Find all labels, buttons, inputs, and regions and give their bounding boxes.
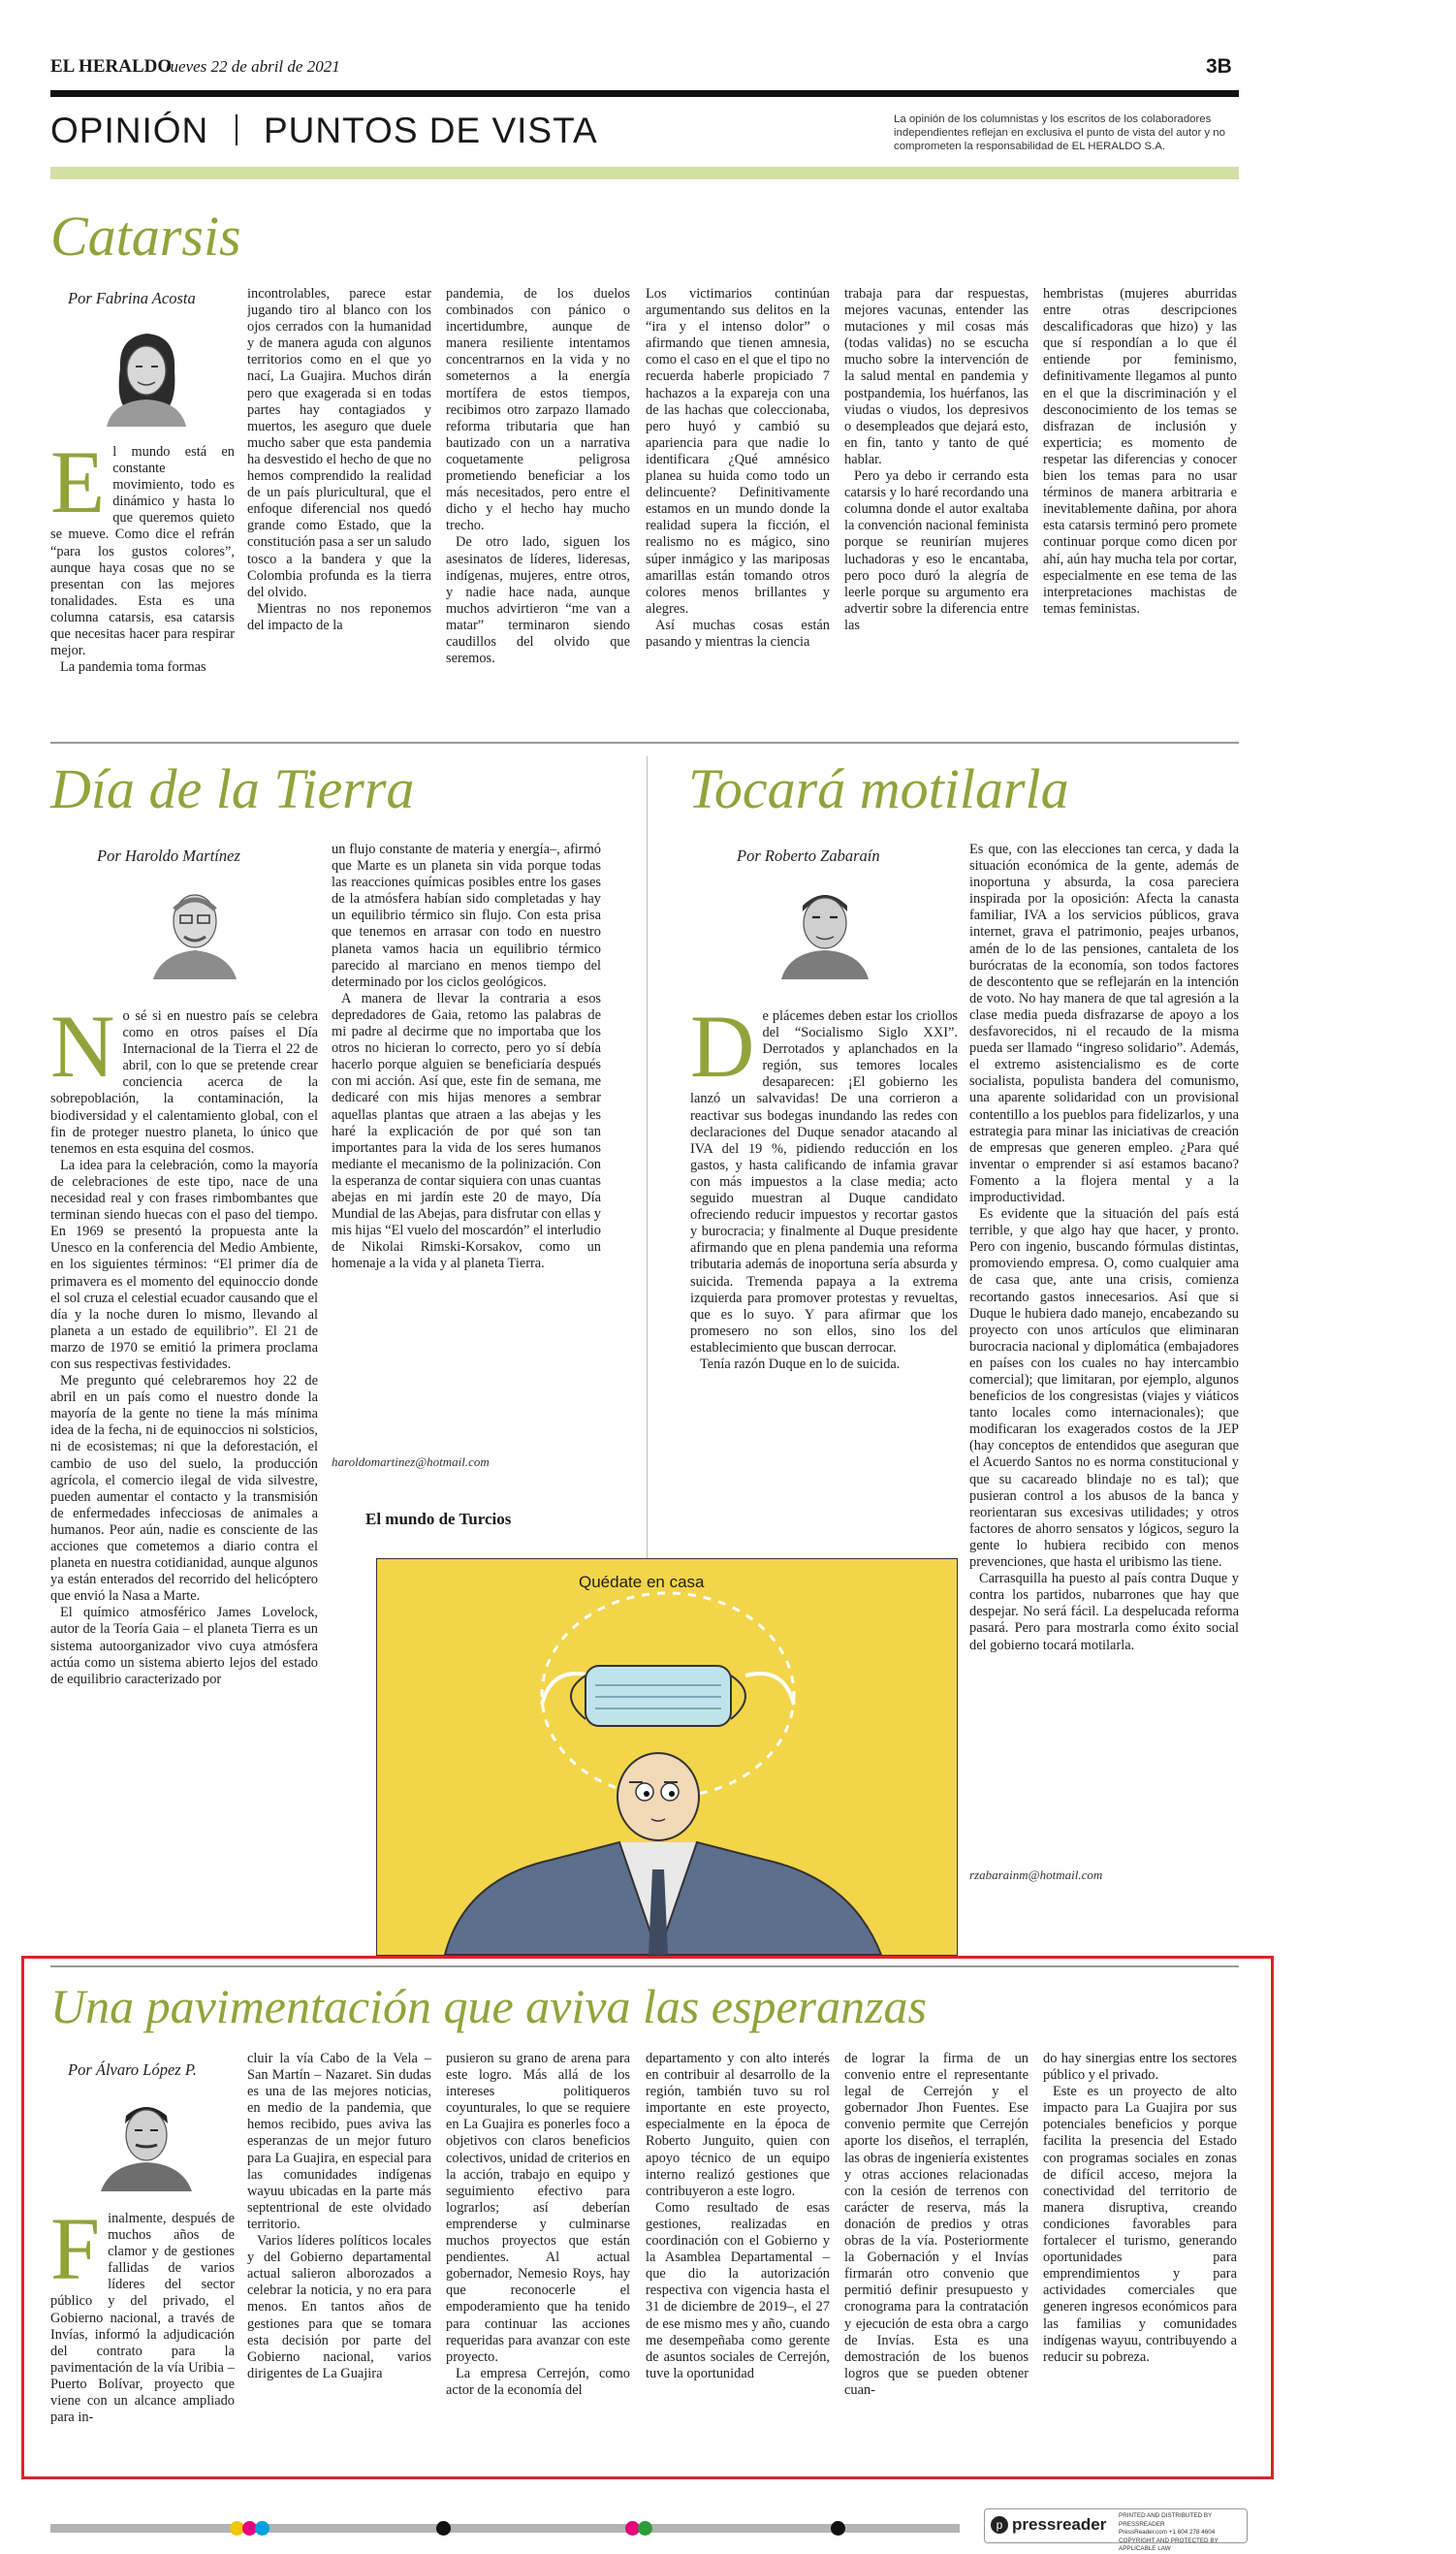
catarsis-column-3	[446, 286, 630, 713]
cartoon-caption: Quédate en casa	[579, 1573, 705, 1591]
paragraph: Como resultado de esas gestiones, realizadas en coordinación con el Gobierno y la Asamblea Departamental –que dio la autorización respectiva con vigencia hasta el 31 de diciembre de 2019–, el 27 de ese mismo mes y año, cuando me desempeñaba como gerente de asuntos sociales de Cerrejón, tuve la oportunidad	[646, 2199, 830, 2381]
catarsis-column-5	[844, 286, 1029, 713]
pressreader-badge[interactable]	[984, 2508, 1248, 2552]
paragraph: e plácemes deben estar los criollos del “Socialismo Siglo XXI”. Derrotados y aplanchados en la región, sus temores locales desaparecen: ¡El gobierno les lanzó un salvavidas! De una corrieron a reactivar sus bodegas inundando las redes con declaraciones del Duque senador atacando al IVA del 19 %, pidiendo reducción en los gastos, y hasta calificando de infamia gravar con más impuestos a la clase media; acto seguido muestran al Duque candidato ofreciendo reducir impuestos y recortar gastos y burocracia; y finalmente al Duque presidente afirmando que en plena pandemia una reforma tributaria además de inoportuna sería absurda y suicida. Tremenda papaya a la extrema izquierda para promover protestas y revueltas, que es lo suyo. Y para afirmar que los promesero no son ellos, sino los del establecimiento que buscan derrocar.	[690, 1008, 958, 1356]
paragraph: Varios líderes políticos locales y del Gobierno departamental actual salieron alborozados a celebrar la noticia, y no era para menos. En tantos años de gestiones para que se tomara esta decisión por parte del Gobierno nacional, varios dirigentes de La Guajira	[247, 2233, 431, 2381]
section-green-bar	[50, 167, 1239, 179]
paragraph: De otro lado, siguen los asesinatos de líderes, lideresas, indígenas, mujeres, entre otros, y nadie hace nada, aunque muchos advirtieron “me van a matar” terminaron siendo caudillos del olvido que seremos.	[446, 534, 630, 667]
paragraph: un flujo constante de materia y energía–, afirmó que Marte es un planeta sin vida porque todas las reacciones químicas posibles entre los gases de la atmósfera habían sido completadas y hay un equilibrio térmico sin flujo. Con esta prisa que tenemos en arrasar con todo en nuestro planeta vamos hacia un equilibrio térmico parecido al marciano en menos tiempo del determinado por los ciclos geológicos.	[332, 842, 601, 990]
tocara-column-2	[969, 842, 1239, 1865]
dropcap-tocara: D	[690, 1008, 755, 1096]
dropcap-catarsis: E	[50, 444, 106, 531]
catarsis-column-1	[50, 444, 235, 712]
catarsis-column-2	[247, 286, 431, 713]
headline-tocara: Tocará motilarla	[688, 757, 1069, 820]
catarsis-column-6	[1043, 286, 1237, 713]
pressreader-brand: pressreader	[1012, 2515, 1107, 2534]
paragraph: Carrasquilla ha puesto al país contra Duque y contra los partidos, nubarrones que hay que despejar. No será fácil. La despelucada reforma pasará. Pero para mostrarla como éxito social del gobierno tocará motilarla.	[969, 1571, 1239, 1653]
paragraph: Me pregunto qué celebraremos hoy 22 de abril en un país como el nuestro donde la mayoría de la gente no tiene la más mínima idea de la fecha, ni de equinoccios ni solsticios, ni de ecosistemas; ni que la deforestación, el cambio de uso del suelo, la producción agrícola, el comercio ilegal de vida silvestre, pueden aumentar el contacto y la transmisión de enfermedades infecciosas de animales a humanos. Peor aún, nadie es consciente de las acciones que cometemos a diario contra el planeta en nuestra cotidianidad, aunque algunos ya están enterados del recorrido del helicóptero que envió la Nasa a Marte.	[50, 1373, 318, 1605]
paragraph: La empresa Cerrejón, como actor de la economía del	[446, 2365, 630, 2398]
author-portrait-haroldo	[142, 873, 248, 979]
pavimentacion-column-6	[1043, 2051, 1237, 2468]
paragraph: incontrolables, parece estar jugando tiro al blanco con los ojos cerrados con la humanidad y de manera aguda con algunos territorios como en el que yo nací, La Guajira. Muchos dirán pero que exagerada si en todas partes hay contagiados y muertos, les aseguro que duele mucho saber que esta pandemia ha desvestido el hecho de que no hemos comprendido la realidad de un país pluricultural, que el enfoque diferencial nos quedó grande como Estado, que la constitución pasa a ser un saludo tosco a la bandera y que la Colombia profunda es la tierra del olvido.	[247, 286, 431, 600]
section-title-puntos: PUNTOS DE VISTA	[264, 111, 598, 150]
section-disclaimer: La opinión de los columnistas y los escritos de los colaboradores independientes reflejan en exclusiva el punto de vista del autor y no comprometen la responsabilidad de EL HERALDO S.A.	[894, 113, 1225, 152]
paragraph: Pero ya debo ir cerrando esta catarsis y lo haré recordando una columna donde el autor exaltaba la convención nacional feminista porque se reunirían mujeres luchadoras y eso le encantaba, pero poco duró la alegría de leerle porque su argumento era advertir sobre la diferencia entre las	[844, 468, 1029, 633]
pressreader-line: PressReader.com +1 604 278 4604	[1119, 2529, 1216, 2536]
cartoon-panel	[376, 1558, 958, 1956]
footer-color-bar	[50, 2524, 960, 2533]
byline-dia-tierra: Por Haroldo Martínez	[97, 846, 240, 865]
registration-mark	[255, 2521, 269, 2536]
paragraph: Es evidente que la situación del país está terrible, y que algo hay que hacer, y pronto. Pero con ingenio, buscando fórmulas distintas, promoviendo empresa. O, como cualquier ama de casa que, ante una crisis, comienza recortando gastos innecesarios. Así que si Duque le hubiera dado manejo, encabezando su proyecto con unos artículos que eliminaran burocracia nacional y diplomática (embajadores en países con los cuales no hay intercambio comercial); que limitaran, por ejemplo, algunos beneficios de los congresistas (viajes y viáticos tanto locales como internacionales); que modificaran los exagerados costos de la JEP (hay conceptos de entendidos que aseguran que el Acuerdo Santos no es norma constitucional y que su cacareado blindaje no es tal); que pusieran control a los abusos de la banca y reorientaran sus excesivas utilidades; y otros factores de ahorro sensatos y lógicos, seguro la gente lo hubiera recibido con menos prevenciones, que hasta el uribismo las tiene.	[969, 1206, 1239, 1571]
headline-catarsis: Catarsis	[50, 205, 241, 268]
paragraph: Así muchas cosas están pasando y mientras la ciencia	[646, 617, 830, 650]
pavimentacion-column-1	[50, 2211, 235, 2465]
cartoon-illustration	[377, 1559, 957, 1955]
paragraph: La pandemia toma formas	[60, 659, 206, 676]
registration-mark	[831, 2521, 845, 2536]
paragraph: pusieron su grano de arena para este logro. Más allá de los intereses politiqueros coyunturales, lo que se requiere en La Guajira es ponerles foco a objetivos con claros beneficios colectivos, unidad de criterios en la acción, trabajo en equipo y seguimiento efectivo para lograrlos; así deberían emprenderse y culminarse muchos proyectos que están pendientes. Al actual gobernador, Nemesio Roys, hay que reconocerle el empoderamiento que ha tenido para continuar las acciones requeridas para avanzar con este proyecto.	[446, 2051, 630, 2365]
paragraph: hembristas (mujeres aburridas entre otras descripciones descalificadoras que hizo) y las que sí respondían a lo que él entiende por feminismo, definitivamente llegamos al punto en el que la discriminación y el desconocimiento de los temas se disfrazan de inclusión y experticia; es momento de respetar las diferencias y conocer bien los temas para no usar términos de manera arbitraria e inevitablemente dañina, por ahora esta catarsis terminó pero promete continuar porque como dicen por ahí, aún hay mucha tela por cortar, especialmente en ese tema de las interpretaciones machistas de temas feministas.	[1043, 286, 1237, 617]
masthead-date: Jueves 22 de abril de 2021	[163, 57, 340, 76]
masthead-rule	[50, 90, 1239, 97]
paragraph: A manera de llevar la contraria a esos depredadores de Gaia, retomo las palabras de mi padre al decirme que no importaba que los otros no hicieran lo correcto, pero yo sí debía hacerlo porque alguien se beneficiaría después con mi acción. Así que, este fin de semana, me dedicaré con mis hijas menores a sembrar aquellas plantas que atraen a las abejas y les haré la explicación de por qué son tan importantes para la vida de los seres humanos mediante el mecanismo de la polinización. Con la esperanza de contar siquiera con unas cuantas abejas en mi jardín este 20 de mayo, Día Mundial de las Abejas, para disfrutar con ellas y mis hijas “El vuelo del moscardón” el interludio de Nikolai Rimski-Korsakov, como un homenaje a la vida y al planeta Tierra.	[332, 990, 601, 1272]
registration-mark	[436, 2521, 451, 2536]
paragraph: departamento y con alto interés en contribuir al desarrollo de la región, también tuvo su rol importante en este proyecto, especialmente en la época de Roberto Junguito, quien con apoyo técnico de un equipo interno realizó gestiones que contribuyeron a este logro.	[646, 2051, 830, 2199]
paragraph: cluir la vía Cabo de la Vela – San Martín – Nazaret. Sin dudas es una de las mejores noticias, en medio de la pandemia, que hemos recibido, pues aviva las esperanzas de un mejor futuro para La Guajira, en especial para las comunidades indígenas wayuu ubicadas en la parte más septentrional de este olvidado territorio.	[247, 2051, 431, 2232]
pavimentacion-column-2	[247, 2051, 431, 2468]
page-number: 3B	[1206, 55, 1232, 78]
tocara-column-1	[690, 1008, 958, 1522]
pressreader-fineprint	[1119, 2512, 1247, 2554]
pavimentacion-column-4	[646, 2051, 830, 2468]
paragraph: Este es un proyecto de alto impacto para La Guajira por sus potenciales beneficios y porque facilita la presencia del Estado con programas sociales en zonas de difícil acceso, mejora la conectividad del territorio de manera disruptiva, creando condiciones favorables para fortalecer el turismo, generando oportunidades para emprendimientos y para actividades comerciales que generen ingresos económicos para las familias y comunidades indígenas wayuu, contribuyendo a reducir su pobreza.	[1043, 2084, 1237, 2365]
paragraph: pandemia, de los duelos combinados con pánico o incertidumbre, aunque de manera resiliente intentamos concentrarnos en la vida y no someternos a la energía mortífera de estos tiempos, recibimos otro zarpazo llamado reforma tributaria que han bautizado con un a narrativa coquetamente peligrosa prometiendo beneficiar a los más necesitados, pero entre el dicho y el hecho hay mucho trecho.	[446, 286, 630, 534]
paragraph: de lograr la firma de un convenio entre el representante legal de Cerrejón y el gobernador Jhon Fuentes. Ese convenio permite que Cerrejón aporte los diseños, el terraplén, las obras de ingeniería existentes y otras acciones relacionadas con la cesión de terrenos con carácter de reserva, más la donación de predios y otras obras de la vía. Posteriormente la Gobernación y el Invías firmarán otro convenio que permitió definir presupuesto y cronograma para la contratación y ejecución de esta obra a cargo de Invías. Esta es una demostración de los buenos logros que se pueden obtener cuan-	[844, 2051, 1029, 2398]
paragraph: Mientras no nos reponemos del impacto de la	[247, 600, 431, 633]
email-roberto[interactable]: rzabarainm@hotmail.com	[969, 1868, 1103, 1882]
dia-tierra-column-2	[332, 842, 601, 1448]
registration-mark	[638, 2521, 652, 2536]
author-portrait-roberto	[772, 873, 878, 979]
paragraph: La idea para la celebración, como la mayoría de celebraciones de este tipo, nace de una necesidad real y con frases rimbombantes que terminan siendo huecas con el paso del tiempo. En 1969 se presentó la propuesta ante la Unesco en la conferencia del Medio Ambiente, en los siguientes términos: “El primer día de primavera es el momento del equinoccio donde el sol cruza el celestial ecuador causando que el día y la noche duren lo mismo, llevando al planeta a un estado de equilibrio”. El 21 de marzo de 1970 se emitió la primera proclama con sus respectivas festividades.	[50, 1157, 318, 1372]
byline-tocara: Por Roberto Zabaraín	[737, 846, 880, 865]
email-haroldo[interactable]: haroldomartinez@hotmail.com	[332, 1454, 490, 1469]
author-portrait-alvaro	[93, 2085, 200, 2191]
cartoon-label: El mundo de Turcios	[365, 1510, 512, 1528]
section-divider	[50, 742, 1239, 744]
paragraph: Los victimarios continúan argumentando sus delitos en la “ira y el intenso dolor” o afirmando que tienen amnesia, como el caso en el que el tipo no recuerda haberle propiciado 7 hachazos a la expareja con una de las hachas que coleccionaba, pero huyó y cambió su apariencia para que nadie lo identificara ¿Qué amnésico planea su huida como todo un delincuente? Definitivamente estamos en un mundo donde la realidad supera la ficción, el realismo no es mágico, sino súper inmágico y las mariposas amarillas están tomando otros colores menos brillantes y alegres.	[646, 286, 830, 617]
byline-pavimentacion: Por Álvaro López P.	[68, 2060, 197, 2079]
headline-pavimentacion: Una pavimentación que aviva las esperanzas	[50, 1979, 928, 2033]
dia-tierra-column-1	[50, 1008, 318, 1949]
byline-catarsis: Por Fabrina Acosta	[68, 289, 196, 307]
section-title-opinion: OPINIÓN	[50, 111, 209, 150]
section-divider	[50, 1965, 1239, 1967]
pavimentacion-column-3	[446, 2051, 630, 2468]
paragraph: El químico atmosférico James Lovelock, autor de la Teoría Gaia – el planeta Tierra es un sistema autoorganizador vivo cuya atmósfera actúa como un sistema abierto lejos del estado de equilibrio caracterizado por	[50, 1605, 318, 1687]
section-separator	[236, 114, 237, 145]
author-portrait-fabrina	[93, 320, 200, 427]
paragraph: Es que, con las elecciones tan cerca, y dada la situación económica de la gente, además de inoportuna y absurda, la cosa pareciera inspirada por la oposición: Afecta la canasta familiar, IVA a los servicios públicos, grava internet, grava el patrimonio, peajes urbanos, amén de lo de las pensiones, cantaleta de los burócratas de la economía, son todos factores de descontento que se reflejarán en la intención de voto. No hay manera de que tal agresión a la clase media pueda disfrazarse de apoyo a los desfavorecidos, ni el recaudo de la misma pueda ser llamado “ingreso solidario”. Además, el extremo asistencialismo es de corte socialista, populista bandera del comunismo, una aparente solidaridad con un provisional contentillo a los pueblos para fidelizarlos, y una estrategia para minar las iniciativas de creación de empresas que generen empleo. ¿Para qué inventar o emprender si así estamos bacano? Fomento a la flojera mental y a la improductividad.	[969, 842, 1239, 1205]
catarsis-column-4	[646, 286, 830, 713]
paragraph: do hay sinergias entre los sectores público y el privado.	[1043, 2051, 1237, 2084]
pavimentacion-column-5	[844, 2051, 1029, 2468]
paragraph: l mundo está en constante movimiento, todo es dinámico y hasta lo que queremos quieto se mueve. Como dice el refrán “para los gustos colores”, aunque haya cosas que no se presentan con las mejores tonalidades. Esta es una columna catarsis, esa catarsis que necesitas hacer para respirar mejor.	[50, 444, 235, 659]
dropcap-dia-tierra: N	[50, 1008, 115, 1096]
paragraph: o sé si en nuestro país se celebra como en otros países el Día Internacional de la Tierra el 22 de abril, con lo que se pretende crear conciencia acerca de la sobrepoblación, la contaminación, la biodiversidad y el calentamiento global, con el fin de proteger nuestro planeta, lo único que tenemos en esta esquina del cosmos.	[50, 1008, 318, 1157]
pressreader-line: COPYRIGHT AND PROTECTED BY APPLICABLE LAW	[1119, 2537, 1219, 2552]
masthead-paper-name: EL HERALDO	[50, 56, 173, 77]
dropcap-pavimentacion: F	[50, 2211, 101, 2298]
headline-dia-tierra: Día de la Tierra	[50, 757, 415, 820]
paragraph: inalmente, después de muchos años de clamor y de gestiones fallidas de varios líderes del sector público y del privado, el Gobierno nacional, a través de Invías, informó la adjudicación del contrato para la pavimentación de la vía Uribia – Puerto Bolívar, proyecto que viene con un alcance ampliado para in-	[50, 2211, 235, 2426]
pressreader-line: PRINTED AND DISTRIBUTED BY PRESSREADER	[1119, 2512, 1213, 2528]
paragraph: trabaja para dar respuestas, mejores vacunas, entender las mutaciones y mil cosas más (todas validas) no se escucha mucho sobre la intervención de la salud mental en pandemia y postpandemia, los huérfanos, las viudas o viudos, los depresivos o desempleados que dejará esto, en fin, tanto y tanto de qué hablar.	[844, 286, 1029, 467]
paragraph: Tenía razón Duque en lo de suicida.	[700, 1356, 901, 1372]
pressreader-logo-icon: p	[991, 2516, 1008, 2534]
